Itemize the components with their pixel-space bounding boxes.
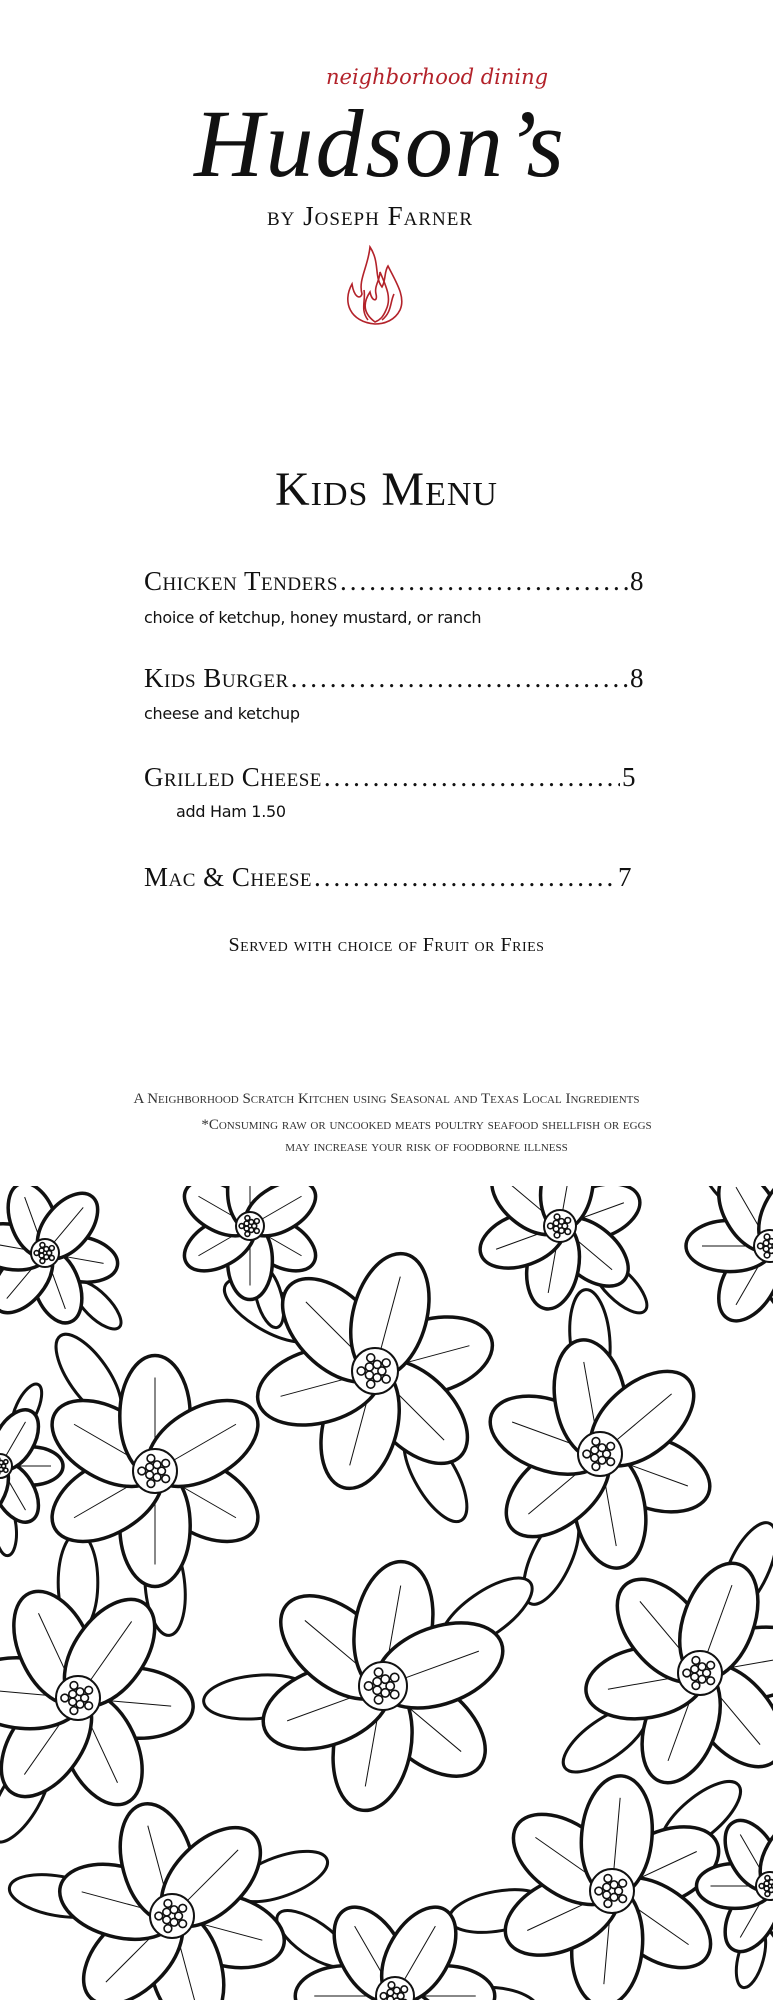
stamen bbox=[763, 1246, 769, 1252]
stamen bbox=[147, 1480, 155, 1488]
stamen bbox=[604, 1875, 612, 1883]
stamen bbox=[70, 1707, 78, 1715]
stamen bbox=[163, 1908, 171, 1916]
item-name: Kids Burger bbox=[144, 663, 289, 693]
stamen bbox=[357, 1367, 365, 1375]
stamen bbox=[162, 1475, 170, 1483]
stamen bbox=[4, 1468, 8, 1472]
stamen bbox=[4, 1460, 8, 1464]
stamen bbox=[364, 1682, 372, 1690]
stamen bbox=[595, 1887, 603, 1895]
health-warning-line2: may increase your risk of foodborne illness bbox=[285, 1139, 568, 1155]
stamen bbox=[44, 1247, 49, 1252]
stamen bbox=[691, 1673, 699, 1681]
stamen bbox=[153, 1473, 161, 1481]
stamen bbox=[245, 1232, 250, 1237]
tagline: neighborhood dining bbox=[326, 65, 549, 89]
footer-tagline: A Neighborhood Scratch Kitchen using Seasonal and Texas Local Ingredients bbox=[133, 1091, 640, 1107]
stamen bbox=[146, 1463, 154, 1471]
stamen bbox=[69, 1698, 77, 1706]
menu-item bbox=[144, 761, 636, 793]
menu-item bbox=[144, 861, 632, 893]
stamen bbox=[162, 1459, 170, 1467]
stamen bbox=[373, 1686, 381, 1694]
stamen bbox=[610, 1881, 618, 1889]
stamen bbox=[598, 1444, 606, 1452]
stamen bbox=[691, 1665, 699, 1673]
stamen bbox=[393, 1987, 400, 1994]
stamen bbox=[707, 1661, 715, 1669]
stamen bbox=[40, 1259, 45, 1264]
stamen bbox=[603, 1891, 611, 1899]
stamen bbox=[758, 1243, 764, 1249]
stamen bbox=[381, 1675, 389, 1683]
item-price: 5 bbox=[622, 762, 636, 792]
stamen bbox=[554, 1214, 560, 1220]
stamen bbox=[34, 1251, 39, 1256]
stamen bbox=[0, 1467, 3, 1471]
menu-title: Kids Menu bbox=[274, 463, 498, 516]
stamen bbox=[61, 1694, 69, 1702]
stamen bbox=[591, 1446, 599, 1454]
stamen bbox=[147, 1455, 155, 1463]
stamen bbox=[565, 1218, 571, 1224]
stamen bbox=[381, 1689, 389, 1697]
stamen bbox=[365, 1371, 373, 1379]
stamen bbox=[380, 1993, 387, 2000]
stamen bbox=[692, 1682, 700, 1690]
stamen bbox=[592, 1438, 600, 1446]
stamen bbox=[619, 1879, 627, 1887]
stamen bbox=[759, 1884, 764, 1889]
stamen bbox=[591, 1454, 599, 1462]
stamen bbox=[249, 1220, 254, 1225]
stamen bbox=[0, 1460, 3, 1464]
stamen bbox=[367, 1380, 375, 1388]
stamen bbox=[164, 1925, 172, 1933]
stamen bbox=[764, 1234, 770, 1240]
stamen bbox=[163, 1916, 171, 1924]
stamen bbox=[390, 1690, 398, 1698]
stamen bbox=[603, 1883, 611, 1891]
stamen bbox=[85, 1702, 93, 1710]
stamen bbox=[373, 1678, 381, 1686]
dot-leader bbox=[291, 662, 628, 694]
health-warning-line1: *Consuming raw or uncooked meats poultry seafood shellfish or eggs bbox=[201, 1117, 652, 1133]
stamen bbox=[592, 1463, 600, 1471]
stamen bbox=[155, 1912, 163, 1920]
stamen bbox=[553, 1226, 559, 1232]
item-description: cheese and ketchup bbox=[144, 704, 300, 723]
stamen bbox=[85, 1686, 93, 1694]
stamen bbox=[683, 1669, 691, 1677]
stamen bbox=[692, 1657, 700, 1665]
byline: by Joseph Farner bbox=[267, 201, 473, 231]
stamen bbox=[554, 1232, 560, 1238]
stamen bbox=[49, 1246, 54, 1251]
stamen bbox=[698, 1663, 706, 1671]
stamen bbox=[382, 1375, 390, 1383]
stamen bbox=[254, 1228, 259, 1233]
item-price: 8 bbox=[630, 663, 644, 693]
stamen bbox=[170, 1906, 178, 1914]
stamen bbox=[598, 1456, 606, 1464]
stamen bbox=[388, 1982, 395, 1989]
stamen bbox=[239, 1224, 244, 1229]
stamen bbox=[76, 1688, 84, 1696]
stamen bbox=[179, 1904, 187, 1912]
stamen bbox=[179, 1920, 187, 1928]
stamen bbox=[69, 1690, 77, 1698]
stamen bbox=[146, 1471, 154, 1479]
stamen bbox=[70, 1682, 78, 1690]
dot-leader bbox=[340, 565, 628, 597]
stamen bbox=[254, 1219, 259, 1224]
stamen bbox=[698, 1675, 706, 1683]
stamen bbox=[164, 1900, 172, 1908]
stamen bbox=[373, 1374, 381, 1382]
stamen bbox=[365, 1363, 373, 1371]
stamen bbox=[76, 1700, 84, 1708]
item-description: add Ham 1.50 bbox=[176, 802, 286, 821]
item-name: Chicken Tenders bbox=[144, 566, 338, 596]
stamen bbox=[765, 1892, 770, 1897]
stamen bbox=[382, 1359, 390, 1367]
stamen bbox=[604, 1900, 612, 1908]
stamen bbox=[390, 1673, 398, 1681]
item-name: Mac & Cheese bbox=[144, 862, 313, 892]
stamen bbox=[565, 1229, 571, 1235]
item-price: 7 bbox=[618, 862, 632, 892]
stamen bbox=[153, 1461, 161, 1469]
dot-leader bbox=[324, 761, 620, 793]
stamen bbox=[559, 1219, 565, 1225]
stamen bbox=[367, 1354, 375, 1362]
stamen bbox=[49, 1255, 54, 1260]
served-note: Served with choice of Fruit or Fries bbox=[228, 934, 545, 956]
stamen bbox=[583, 1450, 591, 1458]
stamen bbox=[707, 1677, 715, 1685]
stamen bbox=[607, 1458, 615, 1466]
stamen bbox=[619, 1895, 627, 1903]
stamen bbox=[138, 1467, 146, 1475]
item-price: 8 bbox=[630, 566, 644, 596]
dot-leader bbox=[314, 861, 616, 893]
stamen bbox=[764, 1252, 770, 1258]
stamen bbox=[610, 1893, 618, 1901]
stamen bbox=[373, 1360, 381, 1368]
floral-illustration bbox=[0, 1186, 773, 2000]
restaurant-logo-name: Hudson’s bbox=[194, 90, 566, 197]
stamen bbox=[769, 1239, 773, 1245]
menu-item bbox=[144, 565, 644, 597]
menu-item bbox=[144, 662, 644, 694]
stamen bbox=[401, 1986, 408, 1993]
item-description: choice of ketchup, honey mustard, or ranch bbox=[144, 608, 482, 627]
stamen bbox=[170, 1918, 178, 1926]
item-name: Grilled Cheese bbox=[144, 762, 322, 792]
flame-icon bbox=[340, 242, 410, 327]
stamen bbox=[607, 1442, 615, 1450]
stamen bbox=[374, 1668, 382, 1676]
stamen bbox=[548, 1223, 554, 1229]
stamen bbox=[769, 1880, 773, 1885]
stamen bbox=[374, 1695, 382, 1703]
